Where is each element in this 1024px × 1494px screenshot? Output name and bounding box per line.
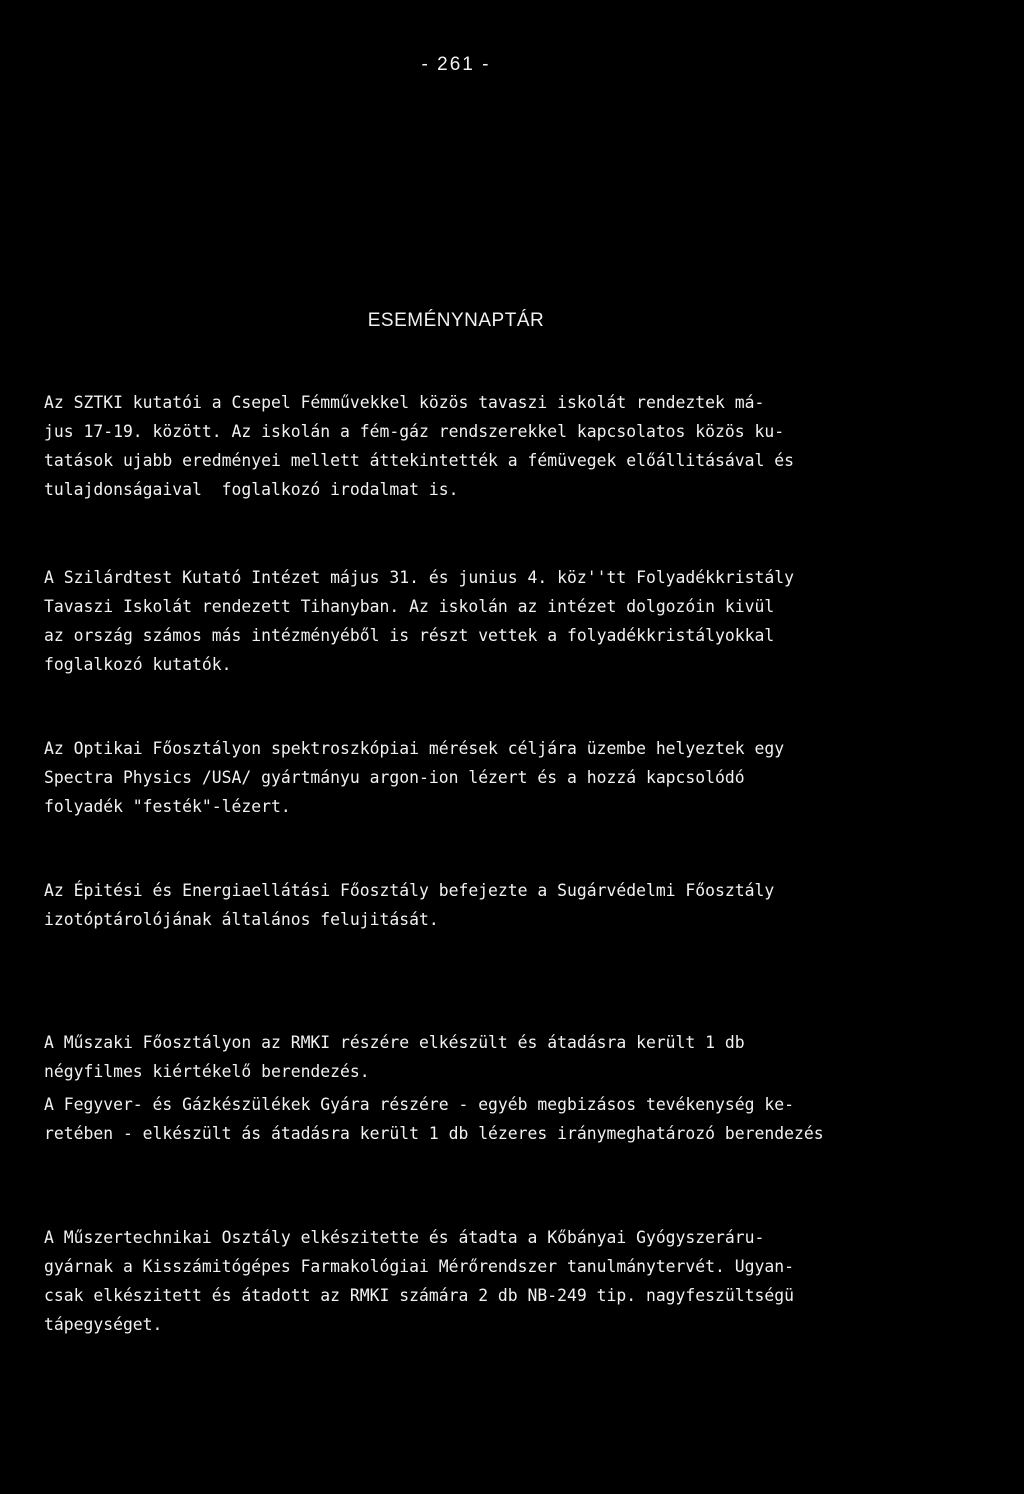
- document-title: ESEMÉNYNAPTÁR: [367, 310, 545, 331]
- paragraph-laser-direction-finder: [44, 1090, 824, 1148]
- text-line: A Szilárdtest Kutató Intézet május 31. és junius 4. köz''tt Folyadékkristály: [44, 568, 794, 587]
- text-line: foglalkozó kutatók.: [44, 655, 232, 674]
- text-line: csak elkészitett és átadott az RMKI számára 2 db NB-249 tip. nagyfeszültségü: [44, 1286, 794, 1305]
- text-line: Az SZTKI kutatói a Csepel Fémművekkel közös tavaszi iskolát rendeztek má-: [44, 393, 765, 412]
- paragraph-isotope-storage: [44, 876, 774, 934]
- text-line: izotóptárolójának általános felujitását.: [44, 910, 439, 929]
- page-number: - 261 -: [421, 54, 491, 75]
- text-line: A Fegyver- és Gázkészülékek Gyára részére - egyéb megbizásos tevékenység ke-: [44, 1095, 794, 1114]
- paragraph-optics-laser: [44, 734, 784, 821]
- text-line: Tavaszi Iskolát rendezett Tihanyban. Az iskolán az intézet dolgozóin kivül: [44, 597, 775, 616]
- text-line: tatások ujabb eredményei mellett áttekintették a fémüvegek előállitásával és: [44, 451, 794, 470]
- text-line: A Műszertechnikai Osztály elkészitette és átadta a Kőbányai Gyógyszeráru-: [44, 1228, 765, 1247]
- text-line: Az Optikai Főosztályon spektroszkópiai mérések céljára üzembe helyeztek egy: [44, 739, 785, 758]
- text-line: jus 17-19. között. Az iskolán a fém-gáz rendszerekkel kapcsolatos közös ku-: [44, 422, 785, 441]
- text-line: Spectra Physics /USA/ gyártmányu argon-ion lézert és a hozzá kapcsolódó: [44, 768, 745, 787]
- text-line: tulajdonságaival foglalkozó irodalmat is.: [44, 480, 459, 499]
- paragraph-liquid-crystal-school: [44, 563, 794, 679]
- text-line: tápegységet.: [44, 1315, 163, 1334]
- paragraph-film-evaluator: [44, 1028, 745, 1086]
- text-line: folyadék "festék"-lézert.: [44, 797, 291, 816]
- text-line: gyárnak a Kisszámitógépes Farmakológiai Mérőrendszer tanulmánytervét. Ugyan-: [44, 1257, 794, 1276]
- text-line: az ország számos más intézményéből is részt vettek a folyadékkristályokkal: [44, 626, 775, 645]
- paragraph-instrument-technology: [44, 1223, 794, 1339]
- text-line: retében - elkészült ás átadásra került 1 db lézeres iránymeghatározó berendezés: [44, 1124, 824, 1143]
- paragraph-sztki-spring-school: [44, 388, 794, 504]
- text-line: A Műszaki Főosztályon az RMKI részére elkészült és átadásra került 1 db: [44, 1033, 745, 1052]
- text-line: Az Épitési és Energiaellátási Főosztály befejezte a Sugárvédelmi Főosztály: [44, 881, 775, 900]
- text-line: négyfilmes kiértékelő berendezés.: [44, 1062, 370, 1081]
